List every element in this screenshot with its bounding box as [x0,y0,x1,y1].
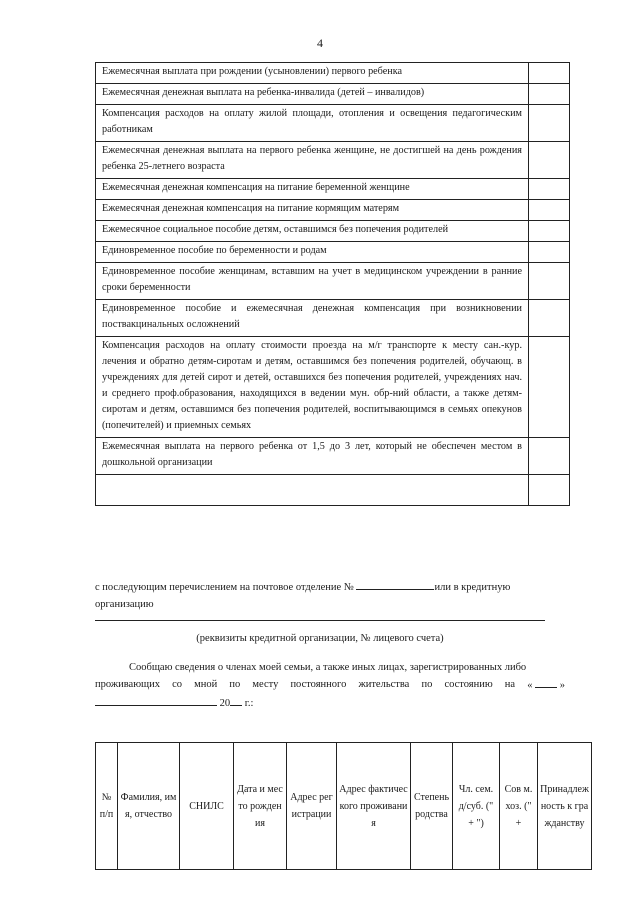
benefits-table [95,62,570,506]
family-info-line2 [95,676,565,694]
family-table-header: Сов м. хоз. (" + [500,743,538,870]
benefit-selection-cell[interactable] [529,142,570,179]
family-info-word: со [172,679,183,690]
benefit-selection-cell[interactable] [529,200,570,221]
benefit-selection-cell[interactable] [529,438,570,475]
benefit-label: Ежемесячное социальное пособие детям, оставшимся без попечения родителей [96,221,529,242]
family-info-word: по [421,679,433,690]
family-info-text [95,659,565,712]
benefit-label [96,475,529,506]
benefit-row [96,300,570,337]
transfer-text [95,578,565,613]
family-table-header: № п/п [96,743,118,870]
date-open-quote: « [527,680,533,691]
family-table-header: Принадлежность к гражданству [538,743,592,870]
benefit-label: Ежемесячная выплата на первого ребенка от 1,5 до 3 лет, который не обеспечен местом в дошкольной организации [96,438,529,475]
benefit-row [96,105,570,142]
benefit-row [96,63,570,84]
benefit-selection-cell[interactable] [529,337,570,438]
family-info-word: на [504,679,516,690]
benefit-selection-cell[interactable] [529,84,570,105]
benefit-selection-cell[interactable] [529,242,570,263]
benefit-selection-cell[interactable] [529,475,570,506]
benefit-row [96,263,570,300]
benefit-row [96,337,570,438]
benefit-label: Компенсация расходов на оплату жилой площади, отопления и освещения педагогическим работникам [96,105,529,142]
family-table-header: СНИЛС [180,743,234,870]
post-office-number-field[interactable] [356,578,434,590]
date-month-field[interactable] [95,694,217,706]
family-info-word: проживающих [95,679,161,690]
date-day-field[interactable] [535,676,557,688]
requisites-caption: (реквизиты кредитной организации, № лицевого счета) [196,633,444,644]
family-info-word: состоянию [444,679,493,690]
transfer-line1-end: или в кредитную [434,582,511,593]
family-info-word: по [229,679,241,690]
benefit-label: Ежемесячная денежная компенсация на питание беременной женщине [96,179,529,200]
year-suffix-field[interactable] [230,694,242,706]
family-table-header: Степень родства [411,743,453,870]
benefit-selection-cell[interactable] [529,179,570,200]
year-label: г.: [244,698,254,709]
family-table-header: Адрес регистрации [287,743,337,870]
date-close-quote: » [559,680,565,691]
benefit-selection-cell[interactable] [529,300,570,337]
benefit-selection-cell[interactable] [529,63,570,84]
family-table-header: Фамилия, имя, отчество [118,743,180,870]
benefit-row [96,438,570,475]
benefit-label: Единовременное пособие женщинам, вставшим на учет в медицинском учреждении в ранние сроки беременности [96,263,529,300]
family-info-word: жительства [358,679,410,690]
family-info-word: постоянного [290,679,347,690]
benefit-row [96,179,570,200]
family-members-table [95,742,592,870]
benefit-label: Ежемесячная выплата при рождении (усыновлении) первого ребенка [96,63,529,84]
transfer-line1-start: с последующим перечислением на почтовое отделение № [95,582,354,593]
year-prefix: 20 [219,698,231,709]
benefit-label: Ежемесячная денежная компенсация на питание кормящим матерям [96,200,529,221]
benefit-label: Компенсация расходов на оплату стоимости проезда на м/г транспорте к месту сан.-кур. лечения и обратно детям-сиротам и детям, оставшимся без попечения родителей, обучающ. в учреждениях для детей сирот и детей, оставшихся без попечения родителей, учреждениях нач. и среднего проф.образования, находящихся в ведении мун. обр-ний области, а также детям-сиротам и детям, оставшимся без попечения родителей, воспитывающимся в семьях опекунов (попечителей) и приемных семьях [96,337,529,438]
benefit-label: Ежемесячная денежная выплата на ребенка-инвалида (детей – инвалидов) [96,84,529,105]
benefit-row [96,221,570,242]
benefit-row [96,84,570,105]
benefit-selection-cell[interactable] [529,105,570,142]
benefit-row [96,242,570,263]
benefit-row [96,142,570,179]
transfer-line2: организацию [95,599,154,610]
benefit-label: Единовременное пособие и ежемесячная денежная компенсация при возникновении поствакцинальных осложнений [96,300,529,337]
requisites-field-line[interactable] [95,620,545,621]
family-info-line1: Сообщаю сведения о членах моей семьи, а также иных лицах, зарегистрированных либо [129,662,527,673]
benefit-label: Ежемесячная денежная выплата на первого ребенка женщине, не достигшей на день рождения ребенка 25-летнего возраста [96,142,529,179]
benefit-selection-cell[interactable] [529,263,570,300]
benefit-row [96,475,570,506]
benefit-row [96,200,570,221]
page-number: 4 [317,36,323,50]
family-info-word: месту [252,679,279,690]
family-info-line3 [95,694,565,712]
benefit-selection-cell[interactable] [529,221,570,242]
family-info-word: мной [194,679,218,690]
family-table-header: Дата и место рождения [234,743,287,870]
benefit-label: Единовременное пособие по беременности и родам [96,242,529,263]
family-table-header: Чл. сем. д/суб. (" + ") [453,743,500,870]
family-table-header: Адрес фактического проживания [337,743,411,870]
